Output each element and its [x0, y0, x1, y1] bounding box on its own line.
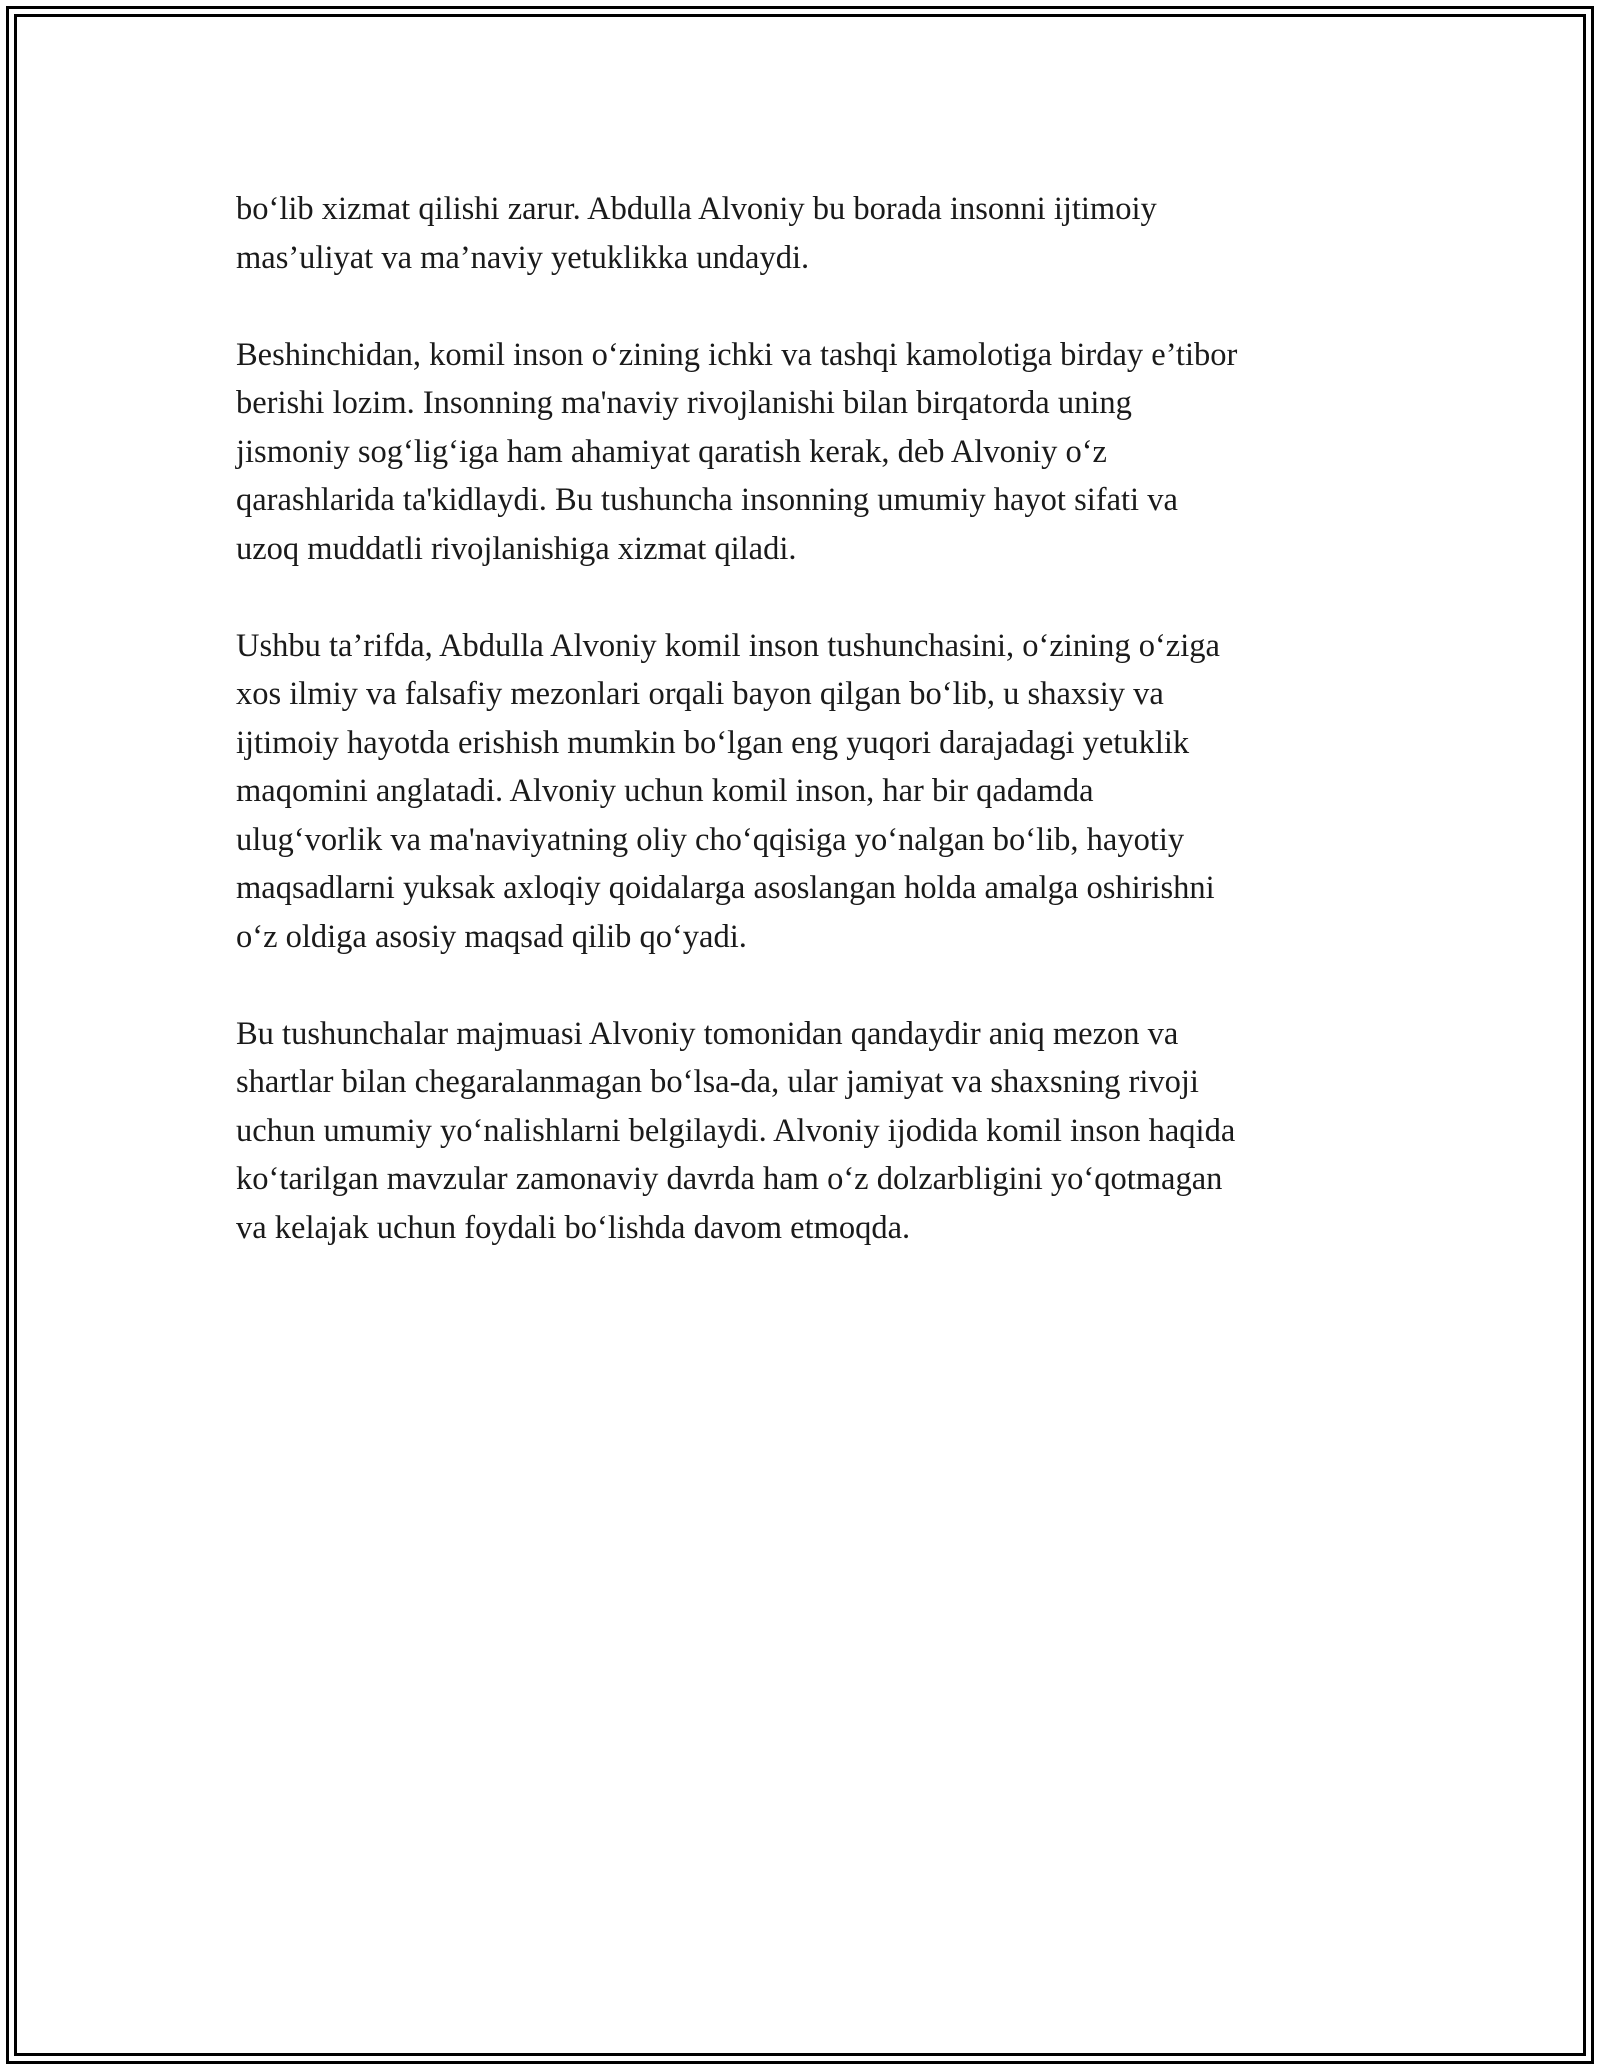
- text-line: va kelajak uchun foydali bo‘lishda davom etmoqda.: [236, 1209, 911, 1246]
- text-line: berishi lozim. Insonning ma'naviy rivojlanishi bilan birqatorda uning: [236, 385, 1132, 421]
- text-line: ijtimoiy hayotda erishish mumkin bo‘lgan eng yuqori darajadagi yetuklik: [236, 724, 1190, 761]
- text-line: uchun umumiy yo‘nalishlarni belgilaydi. Alvoniy ijodida komil inson haqida: [236, 1112, 1236, 1149]
- paragraph: [236, 331, 1376, 574]
- text-line: jismoniy sog‘lig‘iga ham ahamiyat qaratish kerak, deb Alvoniy o‘z: [236, 433, 1107, 470]
- document-body: [236, 185, 1376, 1301]
- text-line: o‘z oldiga asosiy maqsad qilib qo‘yadi.: [236, 918, 747, 955]
- text-line: mas’uliyat va ma’naviy yetuklikka undaydi.: [236, 239, 810, 276]
- text-line: Ushbu ta’rifda, Abdulla Alvoniy komil inson tushunchasini, o‘zining o‘ziga: [236, 627, 1220, 664]
- text-line: uzoq muddatli rivojlanishiga xizmat qiladi.: [236, 530, 797, 567]
- text-line: ko‘tarilgan mavzular zamonaviy davrda ham o‘z dolzarbligini yo‘qotmagan: [236, 1161, 1223, 1197]
- text-line: ulug‘vorlik va ma'naviyatning oliy cho‘qqisiga yo‘nalgan bo‘lib, hayotiy: [236, 821, 1185, 858]
- paragraph: [236, 622, 1376, 962]
- text-line: maqomini anglatadi. Alvoniy uchun komil inson, har bir qadamda: [236, 773, 1094, 809]
- text-line: Beshinchidan, komil inson o‘zining ichki va tashqi kamolotiga birday e’tibor: [236, 336, 1238, 373]
- paragraph: [236, 185, 1376, 282]
- text-line: qarashlarida ta'kidlaydi. Bu tushuncha insonning umumiy hayot sifati va: [236, 482, 1178, 518]
- text-line: bo‘lib xizmat qilishi zarur. Abdulla Alvoniy bu borada insonni ijtimoiy: [236, 191, 1157, 227]
- text-line: maqsadlarni yuksak axloqiy qoidalarga asoslangan holda amalga oshirishni: [236, 870, 1215, 906]
- text-line: shartlar bilan chegaralanmagan bo‘lsa-da, ular jamiyat va shaxsning rivoji: [236, 1064, 1199, 1100]
- text-line: xos ilmiy va falsafiy mezonlari orqali bayon qilgan bo‘lib, u shaxsiy va: [236, 676, 1164, 712]
- text-line: Bu tushunchalar majmuasi Alvoniy tomonidan qandaydir aniq mezon va: [236, 1015, 1179, 1052]
- paragraph: [236, 1010, 1376, 1253]
